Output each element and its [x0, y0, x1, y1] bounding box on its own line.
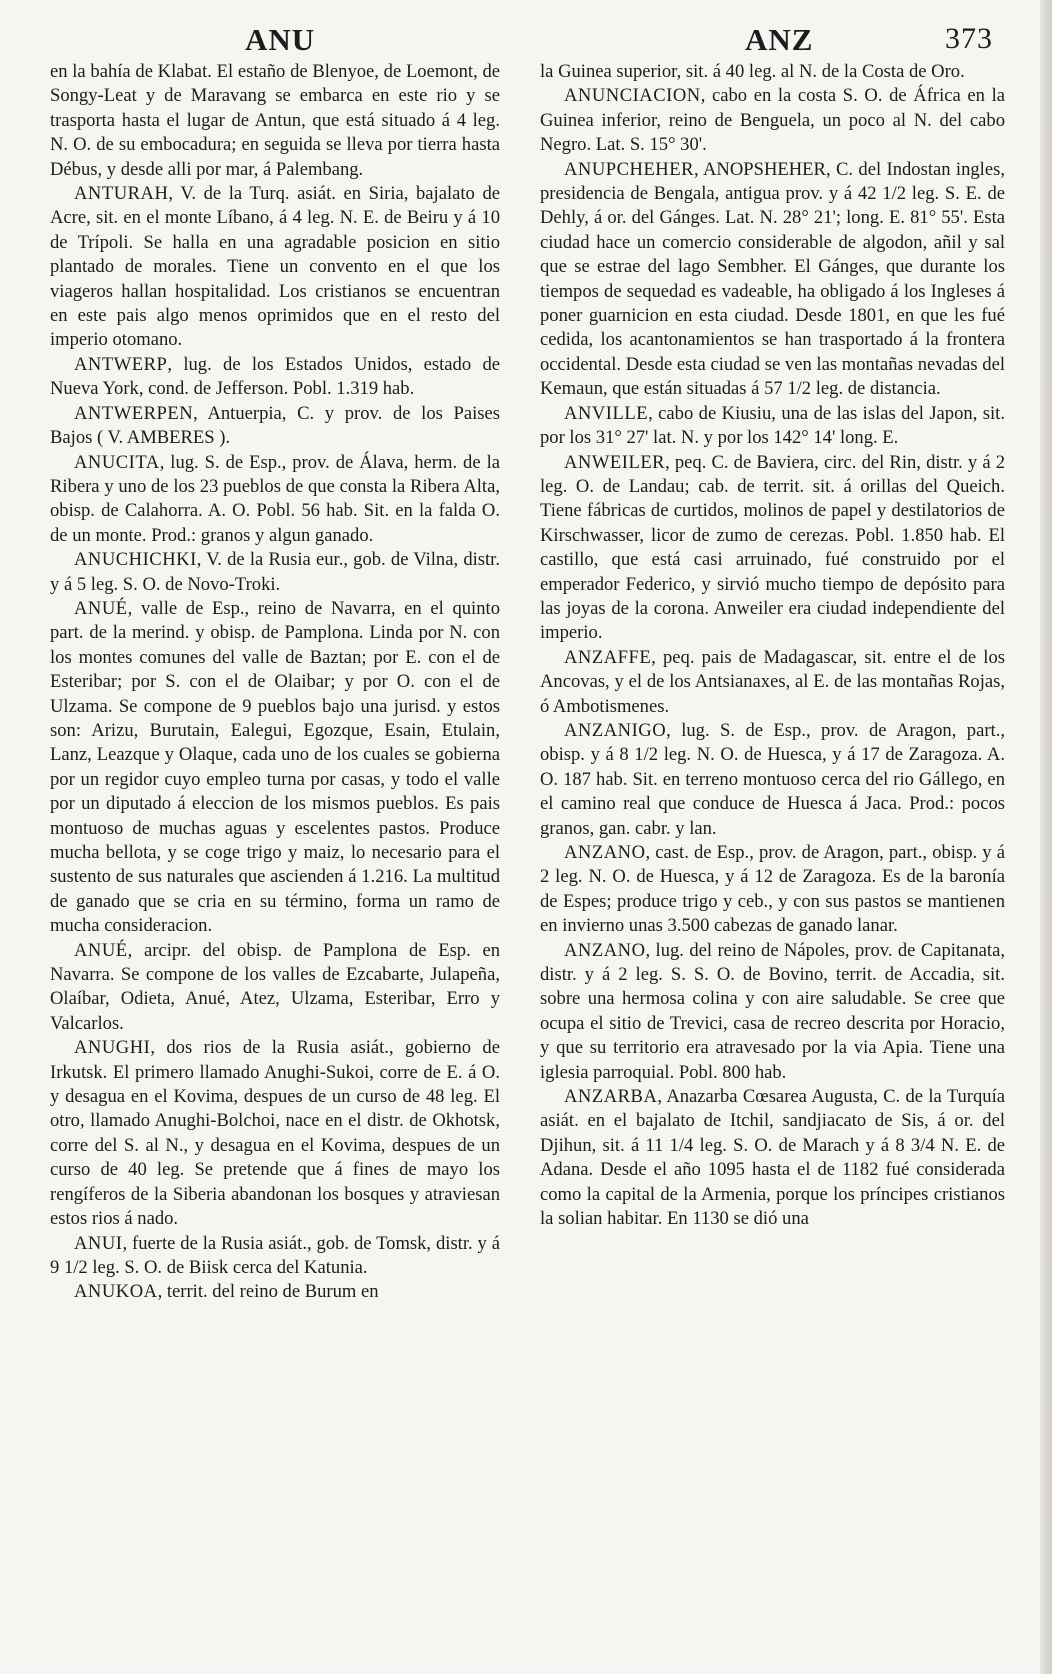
entry-text: , cabo en la costa S. O. de África en la Guinea inferior, reino de Benguela, un poco al N. del cabo Negro. Lat. S. 15° 30'. [540, 85, 1005, 156]
dictionary-entry [50, 60, 500, 182]
page-number: 373 [945, 22, 993, 55]
entry-text: en la bahía de Klabat. El estaño de Blenyoe, de Loemont, de Songy-Leat y de Maravang se embarca en este rio y se trasporta hasta el lugar de Antun, que está situado á 4 leg. N. O. de su embocadura; en seguida se lleva por tierra hasta Débus, y desde alli por mar, á Palembang. [50, 61, 500, 180]
dictionary-entry [50, 1232, 500, 1281]
entry-text: , dos rios de la Rusia asiát., gobierno de Irkutsk. El primero llamado Anughi-Sukoi, corre de E. á O. y desagua en el Kovima, despues de un curso de 48 leg. El otro, llamado Anughi-Bolchoi, nace en el distr. de Okhotsk, corre del S. al N., y desagua en el Kovima, despues de un curso de 40 leg. Se pretende que á fines de mayo los rengíferos de la Siberia abandonan los bosques y atraviesan estos rios á nado. [50, 1037, 500, 1230]
dictionary-entry [50, 402, 500, 451]
entry-text: , peq. pais de Madagascar, sit. entre el de los Ancovas, y el de los Antsianaxes, al E. de las montañas Rojas, ó Ambotismenes. [540, 646, 1005, 717]
page-edge-shadow [1040, 0, 1052, 1674]
entry-text: , Antuerpia, C. y prov. de los Paises Bajos ( V. AMBERES ). [50, 402, 500, 449]
entry-headword: ANZANO [564, 939, 646, 961]
dictionary-entry [540, 841, 1005, 939]
entry-text: , territ. del reino de Burum en [157, 1281, 379, 1303]
entry-headword: ANTURAH [74, 183, 169, 205]
entry-headword: ANWEILER [564, 451, 666, 473]
dictionary-entry [540, 158, 1005, 402]
entry-headword: ANZARBA [564, 1086, 658, 1108]
dictionary-entry [50, 597, 500, 939]
entry-headword: ANZANIGO [564, 719, 667, 741]
entry-headword: ANTWERP [74, 353, 168, 375]
dictionary-entry [50, 548, 500, 597]
entry-headword: ANZANO [564, 842, 646, 863]
dictionary-entry [50, 353, 500, 402]
entry-text: la Guinea superior, sit. á 40 leg. al N. de la Costa de Oro. [540, 61, 965, 82]
entry-text: , lug. S. de Esp., prov. de Álava, herm. de la Ribera y uno de los 23 pueblos de que consta la Ribera Alta, obisp. de Calahorra. A. O. Pobl. 56 hab. Sit. en la falda O. de un monte. Prod.: granos y algun ganado. [50, 451, 500, 546]
entry-text: , V. de la Turq. asiát. en Siria, bajalato de Acre, sit. en el monte Líbano, á 4 leg. N. E. de Beiru y á 10 de Trípoli. Se halla en una agradable posicion en sitio plantado de morales. Tiene un convento en el que los viageros hallan hospitalidad. Los cristianos se encuentran en este pais algo menos oprimidos que en el resto del imperio otomano. [50, 183, 500, 351]
dictionary-entry [540, 451, 1005, 646]
right-column [540, 60, 1005, 1232]
entry-headword: ANTWERPEN [74, 402, 194, 424]
left-column [50, 60, 500, 1305]
entry-headword: ANUGHI [74, 1037, 151, 1059]
entry-text: , arcipr. del obisp. de Pamplona de Esp. en Navarra. Se compone de los valles de Ezcabarte, Julapeña, Olaíbar, Odieta, Anué, Atez, Ulzama, Esteribar, Erro y Valcarlos. [50, 939, 500, 1034]
entry-text: , cast. de Esp., prov. de Aragon, part., obisp. y á 2 leg. N. O. de Huesca, y á 12 de Zaragoza. Es de la baronía de Espes; produce trigo y ceb., y con sus pastos se mantienen en invierno unas 3.500 cabezas de ganado lanar. [540, 842, 1005, 937]
dictionary-entry [540, 719, 1005, 841]
dictionary-entry [540, 1085, 1005, 1231]
running-head-left: ANU [245, 22, 316, 57]
entry-headword: ANUKOA [74, 1281, 158, 1303]
dictionary-entry [50, 1036, 500, 1231]
entry-headword: ANUCITA [74, 451, 160, 473]
dictionary-entry [50, 939, 500, 1037]
entry-text: , Anazarba Cœsarea Augusta, C. de la Turquía asiát. en el bajalato de Itchil, sandjiacato de Sis, á or. del Djihun, sit. á 11 1/4 leg. S. O. de Marach y á 8 3/4 N. E. de Adana. Desde el año 1095 hasta el de 1182 fué considerada como la capital de la Armenia, porque los príncipes cristianos la solian habitar. En 1130 se dió una [540, 1086, 1005, 1230]
dictionary-entry [540, 939, 1005, 1085]
entry-text: , V. de la Rusia eur., gob. de Vilna, distr. y á 5 leg. S. O. de Novo-Troki. [50, 549, 500, 595]
dictionary-entry [540, 84, 1005, 157]
entry-text: , lug. S. de Esp., prov. de Aragon, part., obisp. y á 8 1/2 leg. N. O. de Huesca, y á 17 de Zaragoza. A. O. 187 hab. Sit. en terreno montuoso cerca del rio Gállego, en el camino real que conduce de Huesca á Jaca. Prod.: pocos granos, gan. cabr. y lan. [540, 719, 1005, 839]
entry-text: , lug. de los Estados Unidos, estado de Nueva York, cond. de Jefferson. Pobl. 1.319 hab. [50, 353, 500, 400]
entry-headword: ANUPCHEHER [564, 158, 694, 180]
entry-text: , cabo de Kiusiu, una de las islas del Japon, sit. por los 31° 27' lat. N. y por los 142° 14' long. E. [540, 402, 1005, 449]
entry-headword: ANUCHICHKI [74, 549, 197, 571]
running-head-right: ANZ [745, 22, 814, 57]
dictionary-entry [50, 182, 500, 353]
entry-headword: ANUNCIACION [564, 85, 701, 107]
entry-headword: ANVILLE [564, 402, 649, 424]
entry-text: , peq. C. de Baviera, circ. del Rin, distr. y á 2 leg. O. de Landau; cab. de territ. sit. á orillas del Queich. Tiene fábricas de curtidos, molinos de papel y destilatorios de Kirschwasser, licor de zumo de cerezas. Pobl. 1.850 hab. El castillo, que está casi arruinado, fué construido por el emperador Federico, y sirvió mucho tiempo de depósito para las joyas de la corona. Anweiler era ciudad independiente del imperio. [540, 451, 1005, 644]
entry-text: , ANOPSHEHER, C. del Indostan ingles, presidencia de Bengala, antigua prov. y á 42 1/2 leg. S. E. de Dehly, á or. del Gánges. Lat. N. 28° 21'; long. E. 81° 55'. Esta ciudad hace un comercio considerable de algodon, añil y sal que se estrae del lago Sembher. El Gánges, que durante los tiempos de sequedad es vadeable, ha obligado á los Ingleses á poner guarnicion en esta ciudad. Desde 1801, en que les fué cedida, los acantonamientos se han trasportado á la frontera occidental. Desde esta ciudad se ven las montañas nevadas del Kemaun, que están situadas á 57 1/2 leg. de distancia. [540, 158, 1005, 400]
dictionary-entry [50, 451, 500, 549]
dictionary-entry [540, 402, 1005, 451]
entry-headword: ANZAFFE [564, 646, 652, 668]
entry-headword: ANUÉ [74, 597, 128, 619]
dictionary-entry [540, 60, 1005, 84]
entry-text: , valle de Esp., reino de Navarra, en el quinto part. de la merind. y obisp. de Pamplona. Linda por N. con los montes comunes del valle de Baztan; por E. con el de Esteribar; por S. con el de Olaibar; y por O. con el de Ulzama. Se compone de 9 pueblos bajo una jurisd. y estos son: Arizu, Burutain, Ealegui, Egozque, Esain, Etulain, Lanz, Leazque y Olaque, cada uno de los cuales se gobierna por un regidor cuyo empleo turna por casas, y todo el valle por un diputado á eleccion de los mismos pueblos. Es pais montuoso de muchas aguas y escelentes pastos. Produce mucha bellota, y se coge trigo y maiz, lo necesario para el sustento de sus naturales que ascienden á 1.216. La multitud de ganado que se cria en su término, forma un ramo de mucha consideracion. [50, 597, 500, 937]
entry-headword: ANUI [74, 1232, 123, 1254]
dictionary-entry [540, 646, 1005, 719]
entry-text: , fuerte de la Rusia asiát., gob. de Tomsk, distr. y á 9 1/2 leg. S. O. de Biisk cerca del Katunia. [50, 1232, 500, 1278]
entry-headword: ANUÉ [74, 939, 128, 961]
dictionary-entry [50, 1280, 500, 1304]
entry-text: , lug. del reino de Nápoles, prov. de Capitanata, distr. y á 2 leg. S. S. O. de Bovino, territ. de Accadia, sit. sobre una hermosa colina y con aire saludable. Se cree que ocupa el sitio de Trevici, casa de recreo descrita por Horacio, y que su territorio era atravesado por la via Apia. Tiene una iglesia parroquial. Pobl. 800 hab. [540, 939, 1005, 1083]
